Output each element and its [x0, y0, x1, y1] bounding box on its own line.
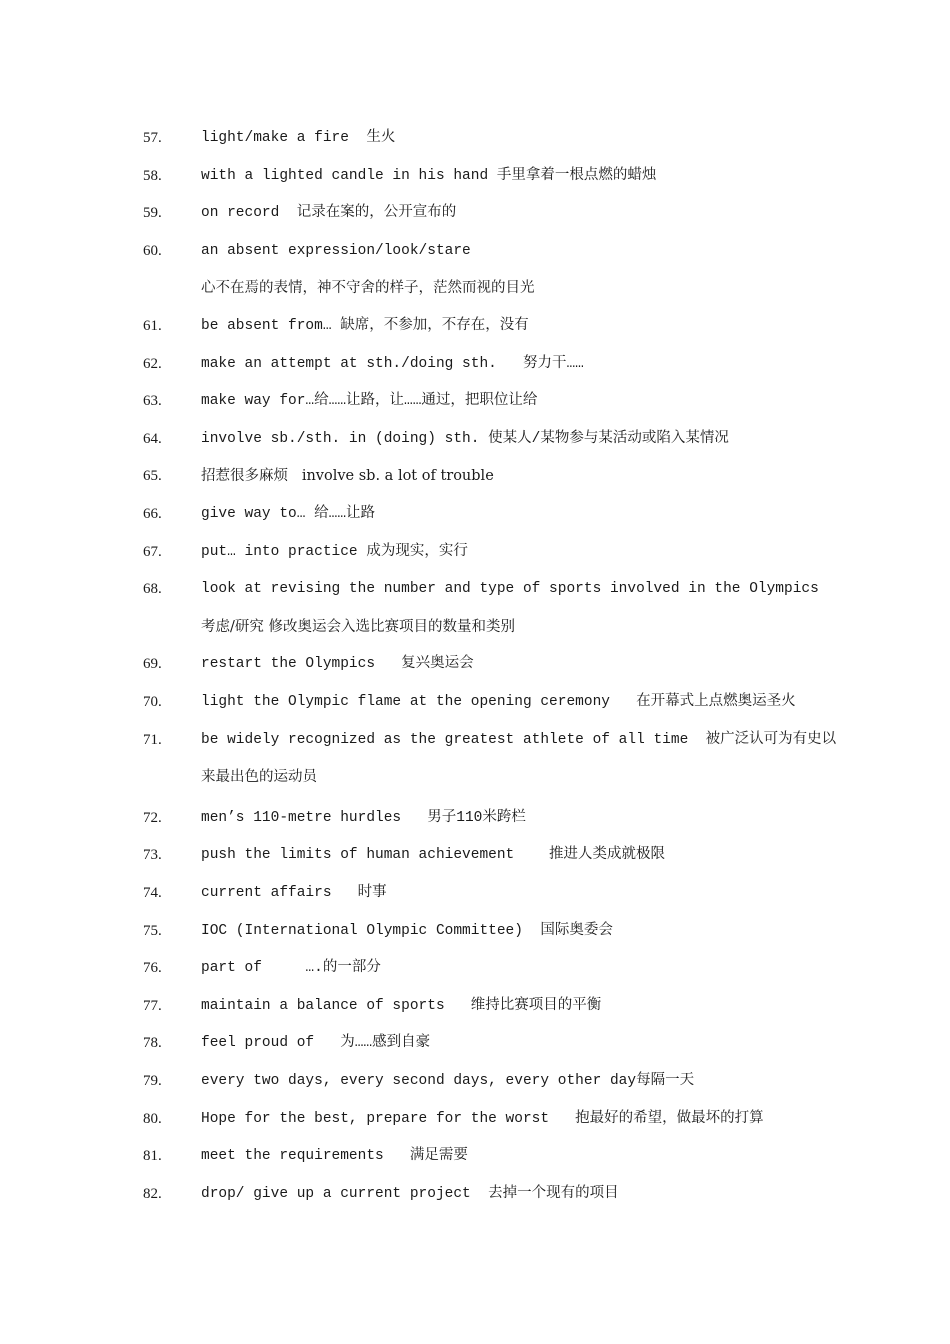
item-line: part of ….的一部分 [201, 960, 381, 977]
item-text [201, 120, 891, 158]
item-text [201, 988, 891, 1026]
item-text [201, 646, 891, 684]
item-line: Hope for the best, prepare for the worst 抱最好的希望，做最坏的打算 [201, 1110, 764, 1127]
item-line: involve sb./sth. in (doing) sth. 使某人/某物参与某活动或陷入某情况 [201, 430, 729, 447]
item-text [201, 837, 891, 875]
item-line-continued: 考虑/研究 修改奥运会入选比赛项目的数量和类别 [201, 618, 515, 635]
item-line: restart the Olympics 复兴奥运会 [201, 656, 474, 673]
item-number: 62. [143, 355, 162, 372]
item-number: 81. [143, 1148, 162, 1165]
item-line: feel proud of 为……感到自豪 [201, 1035, 431, 1052]
item-text [201, 458, 891, 496]
item-line: an absent expression/look/stare [201, 242, 471, 259]
item-text [201, 722, 891, 797]
item-line: put… into practice 成为现实，实行 [201, 543, 468, 560]
item-line-continued: 来最出色的运动员 [201, 769, 317, 786]
item-number: 68. [143, 581, 162, 598]
item-line: look at revising the number and type of sports involved in the Olympics [201, 581, 819, 598]
item-line: men’s 110-metre hurdles 男子110米跨栏 [201, 809, 526, 826]
item-number: 64. [143, 430, 162, 447]
item-number: 75. [143, 922, 162, 939]
item-text [201, 383, 891, 421]
item-text [201, 158, 891, 196]
item-number: 77. [143, 997, 162, 1014]
item-number: 72. [143, 809, 162, 826]
item-number: 63. [143, 393, 162, 410]
item-text [201, 800, 891, 838]
item-line: light the Olympic flame at the opening ceremony 在开幕式上点燃奥运圣火 [201, 694, 796, 710]
item-number: 61. [143, 318, 162, 334]
item-number: 60. [143, 242, 162, 259]
item-text [201, 950, 891, 988]
item-text [201, 875, 891, 913]
item-text [201, 1138, 891, 1176]
item-number: 76. [143, 960, 162, 977]
item-text [201, 346, 891, 384]
item-line: give way to… 给……让路 [201, 506, 376, 522]
item-number: 82. [143, 1185, 162, 1202]
item-text [201, 421, 891, 459]
item-text [201, 571, 891, 646]
item-line: meet the requirements 满足需要 [201, 1148, 468, 1165]
item-line-continued: 心不在焉的表情，神不守舍的样子，茫然而视的目光 [201, 280, 535, 297]
item-number: 66. [143, 506, 162, 522]
item-number: 58. [143, 167, 162, 184]
item-number: 80. [143, 1110, 162, 1127]
item-number: 69. [143, 656, 162, 673]
item-text [201, 1101, 891, 1139]
item-text [201, 534, 891, 572]
item-line: make an attempt at sth./doing sth. 努力干…… [201, 355, 584, 372]
item-text [201, 1063, 891, 1101]
item-text [201, 195, 891, 233]
item-line: with a lighted candle in his hand 手里拿着一根点燃的蜡烛 [201, 167, 657, 184]
item-line: IOC (International Olympic Committee) 国际奥委会 [201, 922, 613, 939]
item-number: 71. [143, 731, 162, 748]
item-number: 79. [143, 1073, 162, 1089]
item-line: 招惹很多麻烦 involve sb. a lot of trouble [201, 468, 494, 485]
item-number: 74. [143, 885, 162, 901]
item-line: be widely recognized as the greatest athlete of all time 被广泛认可为有史以 [201, 731, 837, 748]
item-text [201, 1176, 891, 1214]
item-line: maintain a balance of sports 维持比赛项目的平衡 [201, 997, 602, 1014]
item-number: 73. [143, 847, 162, 864]
item-number: 70. [143, 694, 162, 710]
item-text [201, 496, 891, 534]
item-line: light/make a fire 生火 [201, 130, 396, 146]
item-number: 78. [143, 1035, 162, 1052]
item-line: every two days, every second days, every other day每隔一天 [201, 1073, 695, 1089]
item-line: be absent from… 缺席，不参加，不存在，没有 [201, 318, 529, 334]
item-text [201, 233, 891, 308]
item-line: push the limits of human achievement 推进人类成就极限 [201, 847, 666, 864]
item-text [201, 1025, 891, 1063]
item-number: 67. [143, 543, 162, 560]
item-text [201, 308, 891, 346]
item-line: current affairs 时事 [201, 885, 387, 901]
item-text [201, 684, 891, 722]
item-line: make way for…给……让路，让……通过，把职位让给 [201, 393, 538, 410]
item-text [201, 913, 891, 951]
item-line: drop/ give up a current project 去掉一个现有的项目 [201, 1185, 619, 1202]
item-number: 65. [143, 468, 162, 485]
item-number: 59. [143, 205, 162, 222]
item-number: 57. [143, 130, 162, 146]
item-line: on record 记录在案的，公开宣布的 [201, 205, 457, 222]
